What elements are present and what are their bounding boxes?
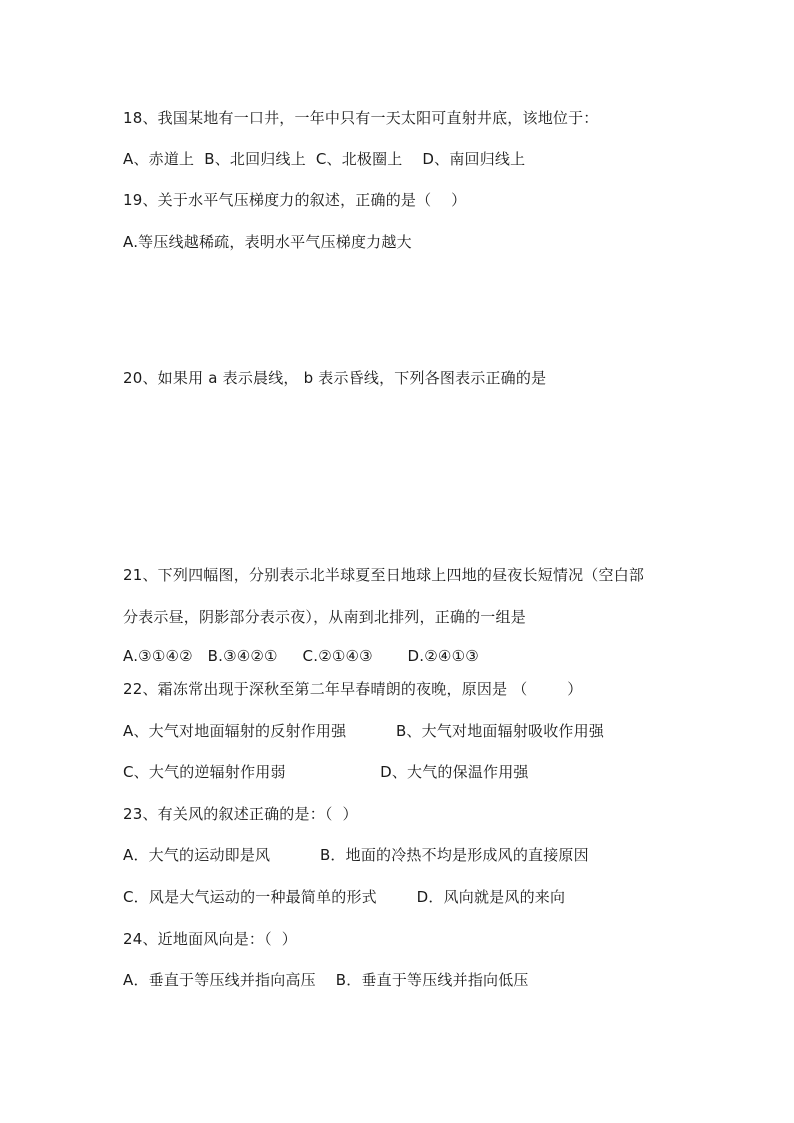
question-20-stem: 20、如果用 a 表示晨线， b 表示昏线，下列各图表示正确的是 xyxy=(123,369,547,387)
question-21-options: A.③①④② B.③④②① C.②①④③ D.②④①③ xyxy=(123,647,479,665)
question-24-stem: 24、近地面风向是：（ ） xyxy=(123,930,297,948)
question-22-options-line1: A、大气对地面辐射的反射作用强 B、大气对地面辐射吸收作用强 xyxy=(123,722,605,740)
question-22-options-line2: C、大气的逆辐射作用弱 D、大气的保温作用强 xyxy=(123,763,529,781)
question-19-stem: 19、关于水平气压梯度力的叙述，正确的是（ ） xyxy=(123,191,467,209)
question-23-options-line2: C．风是大气运动的一种最简单的形式 D．风向就是风的来向 xyxy=(123,888,566,906)
question-19-option-a: A.等压线越稀疏，表明水平气压梯度力越大 xyxy=(123,233,412,251)
question-21-stem-line1: 21、下列四幅图，分别表示北半球夏至日地球上四地的昼夜长短情况（空白部 xyxy=(123,566,645,584)
question-24-options-line1: A．垂直于等压线并指向高压 B．垂直于等压线并指向低压 xyxy=(123,971,529,989)
question-18-stem: 18、我国某地有一口井，一年中只有一天太阳可直射井底，该地位于： xyxy=(123,109,599,127)
question-23-options-line1: A．大气的运动即是风 B．地面的冷热不均是形成风的直接原因 xyxy=(123,846,589,864)
question-22-stem: 22、霜冻常出现于深秋至第二年早春晴朗的夜晚，原因是 （ ） xyxy=(123,680,583,698)
question-21-stem-line2: 分表示昼，阴影部分表示夜），从南到北排列，正确的一组是 xyxy=(123,608,526,626)
question-23-stem: 23、有关风的叙述正确的是：（ ） xyxy=(123,805,358,823)
question-18-options: A、赤道上 B、北回归线上 C、北极圈上 D、南回归线上 xyxy=(123,150,526,168)
